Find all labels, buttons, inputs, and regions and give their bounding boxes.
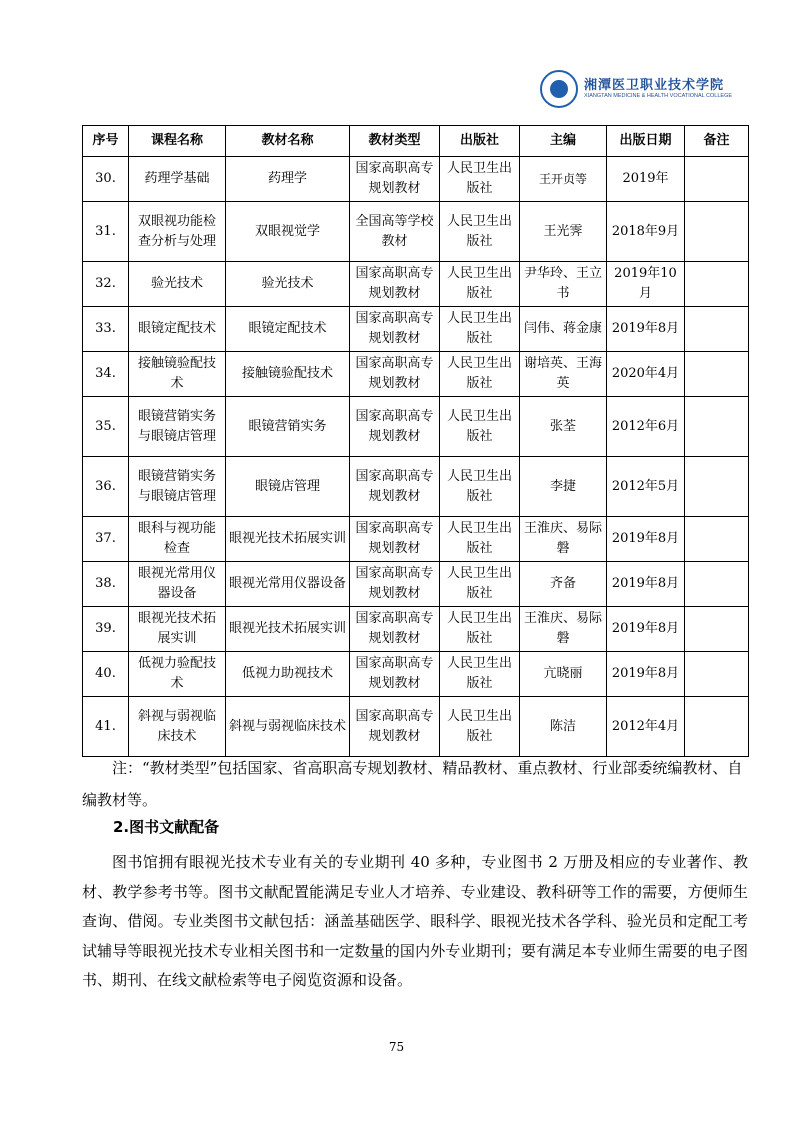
cell-course: 眼镜营销实务与眼镜店管理	[129, 397, 226, 457]
cell-textbook: 验光技术	[226, 262, 350, 307]
table-header-row	[83, 126, 749, 157]
cell-remark	[685, 652, 749, 697]
table-row	[83, 697, 749, 757]
cell-type: 国家高职高专规划教材	[350, 607, 440, 652]
header-editor: 主编	[520, 126, 607, 157]
table-row	[83, 457, 749, 517]
cell-date: 2020年4月	[607, 352, 685, 397]
table-row	[83, 517, 749, 562]
cell-type: 国家高职高专规划教材	[350, 562, 440, 607]
cell-textbook: 眼视光技术拓展实训	[226, 607, 350, 652]
textbook-table	[82, 125, 749, 757]
cell-type: 全国高等学校教材	[350, 202, 440, 262]
cell-index: 30.	[83, 157, 129, 202]
cell-index: 34.	[83, 352, 129, 397]
library-paragraph: 图书馆拥有眼视光技术专业有关的专业期刊 40 多种，专业图书 2 万册及相应的专业著作、教材、教学参考书等。图书文献配置能满足专业人才培养、专业建设、教科研等工作的需要，方便师生查询、借阅。专业类图书文献包括：涵盖基础医学、眼科学、眼视光技术各学科、验光员和定配工考试辅导等眼视光技术专业相关图书和一定数量的国内外专业期刊；要有满足本专业师生需要的电子图书、期刊、在线文献检索等电子阅览资源和设备。	[82, 853, 748, 989]
table-body	[83, 157, 749, 757]
cell-textbook: 眼视光常用仪器设备	[226, 562, 350, 607]
cell-remark	[685, 607, 749, 652]
page-number: 75	[388, 1040, 405, 1054]
cell-index: 38.	[83, 562, 129, 607]
cell-course: 斜视与弱视临床技术	[129, 697, 226, 757]
cell-editor: 王光霁	[520, 202, 607, 262]
cell-date: 2019年8月	[607, 307, 685, 352]
cell-textbook: 低视力助视技术	[226, 652, 350, 697]
table-row	[83, 202, 749, 262]
cell-course: 眼视光常用仪器设备	[129, 562, 226, 607]
logo-chinese-name: 湘潭医卫职业技术学院	[584, 78, 725, 93]
table-row	[83, 157, 749, 202]
cell-course: 眼科与视功能检查	[129, 517, 226, 562]
cell-remark	[685, 562, 749, 607]
logo-english-name: XIANGTAN MEDICINE & HEALTH VOCATIONAL COLLEGE	[584, 93, 733, 99]
cell-textbook: 眼镜店管理	[226, 457, 350, 517]
cell-publisher: 人民卫生出版社	[440, 307, 520, 352]
cell-publisher: 人民卫生出版社	[440, 397, 520, 457]
cell-course: 双眼视功能检查分析与处理	[129, 202, 226, 262]
cell-remark	[685, 262, 749, 307]
cell-index: 35.	[83, 397, 129, 457]
cell-course: 眼镜营销实务与眼镜店管理	[129, 457, 226, 517]
cell-course: 低视力验配技术	[129, 652, 226, 697]
cell-editor: 闫伟、蒋金康	[520, 307, 607, 352]
cell-type: 国家高职高专规划教材	[350, 352, 440, 397]
table-row	[83, 652, 749, 697]
college-emblem-icon	[540, 70, 578, 108]
cell-textbook: 药理学	[226, 157, 350, 202]
table-row	[83, 307, 749, 352]
cell-editor: 王淮庆、易际磐	[520, 607, 607, 652]
cell-date: 2019年8月	[607, 562, 685, 607]
header-textbook: 教材名称	[226, 126, 350, 157]
cell-textbook: 眼镜定配技术	[226, 307, 350, 352]
cell-textbook: 眼视光技术拓展实训	[226, 517, 350, 562]
cell-publisher: 人民卫生出版社	[440, 607, 520, 652]
cell-date: 2019年8月	[607, 607, 685, 652]
table-row	[83, 562, 749, 607]
cell-publisher: 人民卫生出版社	[440, 157, 520, 202]
cell-publisher: 人民卫生出版社	[440, 262, 520, 307]
cell-type: 国家高职高专规划教材	[350, 157, 440, 202]
cell-index: 41.	[83, 697, 129, 757]
cell-remark	[685, 457, 749, 517]
cell-date: 2019年8月	[607, 652, 685, 697]
cell-course: 接触镜验配技术	[129, 352, 226, 397]
cell-publisher: 人民卫生出版社	[440, 562, 520, 607]
cell-remark	[685, 352, 749, 397]
cell-date: 2012年5月	[607, 457, 685, 517]
cell-remark	[685, 202, 749, 262]
cell-type: 国家高职高专规划教材	[350, 652, 440, 697]
cell-index: 31.	[83, 202, 129, 262]
header-type: 教材类型	[350, 126, 440, 157]
cell-course: 验光技术	[129, 262, 226, 307]
header-remark: 备注	[685, 126, 749, 157]
cell-course: 药理学基础	[129, 157, 226, 202]
cell-remark	[685, 307, 749, 352]
cell-type: 国家高职高专规划教材	[350, 262, 440, 307]
cell-type: 国家高职高专规划教材	[350, 397, 440, 457]
header-course: 课程名称	[129, 126, 226, 157]
cell-editor: 亢晓丽	[520, 652, 607, 697]
cell-date: 2012年6月	[607, 397, 685, 457]
cell-editor: 王淮庆、易际磐	[520, 517, 607, 562]
cell-textbook: 斜视与弱视临床技术	[226, 697, 350, 757]
cell-editor: 尹华玲、王立书	[520, 262, 607, 307]
cell-course: 眼镜定配技术	[129, 307, 226, 352]
cell-editor: 李捷	[520, 457, 607, 517]
header-date: 出版日期	[607, 126, 685, 157]
cell-remark	[685, 397, 749, 457]
cell-index: 39.	[83, 607, 129, 652]
cell-publisher: 人民卫生出版社	[440, 652, 520, 697]
table-header	[83, 126, 749, 157]
cell-index: 32.	[83, 262, 129, 307]
cell-index: 33.	[83, 307, 129, 352]
table-note: 注：“教材类型”包括国家、省高职高专规划教材、精品教材、重点教材、行业部委统编教材、自编教材等。	[82, 759, 743, 809]
cell-publisher: 人民卫生出版社	[440, 697, 520, 757]
cell-remark	[685, 157, 749, 202]
section-heading: 2.图书文献配备	[113, 818, 220, 836]
cell-publisher: 人民卫生出版社	[440, 457, 520, 517]
cell-textbook: 眼镜营销实务	[226, 397, 350, 457]
table-row	[83, 397, 749, 457]
cell-type: 国家高职高专规划教材	[350, 697, 440, 757]
cell-editor: 齐备	[520, 562, 607, 607]
cell-date: 2019年8月	[607, 517, 685, 562]
cell-date: 2019年10月	[607, 262, 685, 307]
college-logo	[540, 70, 733, 114]
cell-date: 2019年	[607, 157, 685, 202]
cell-date: 2012年4月	[607, 697, 685, 757]
cell-textbook: 双眼视觉学	[226, 202, 350, 262]
cell-type: 国家高职高专规划教材	[350, 307, 440, 352]
cell-editor: 谢培英、王海英	[520, 352, 607, 397]
cell-editor: 陈洁	[520, 697, 607, 757]
cell-publisher: 人民卫生出版社	[440, 352, 520, 397]
cell-editor: 王开贞等	[520, 157, 607, 202]
cell-textbook: 接触镜验配技术	[226, 352, 350, 397]
cell-remark	[685, 517, 749, 562]
cell-remark	[685, 697, 749, 757]
header-index: 序号	[83, 126, 129, 157]
table-row	[83, 262, 749, 307]
cell-index: 40.	[83, 652, 129, 697]
cell-index: 36.	[83, 457, 129, 517]
cell-publisher: 人民卫生出版社	[440, 517, 520, 562]
cell-editor: 张荃	[520, 397, 607, 457]
cell-publisher: 人民卫生出版社	[440, 202, 520, 262]
table-row	[83, 607, 749, 652]
cell-course: 眼视光技术拓展实训	[129, 607, 226, 652]
table-row	[83, 352, 749, 397]
cell-type: 国家高职高专规划教材	[350, 457, 440, 517]
cell-index: 37.	[83, 517, 129, 562]
cell-date: 2018年9月	[607, 202, 685, 262]
header-publisher: 出版社	[440, 126, 520, 157]
cell-type: 国家高职高专规划教材	[350, 517, 440, 562]
